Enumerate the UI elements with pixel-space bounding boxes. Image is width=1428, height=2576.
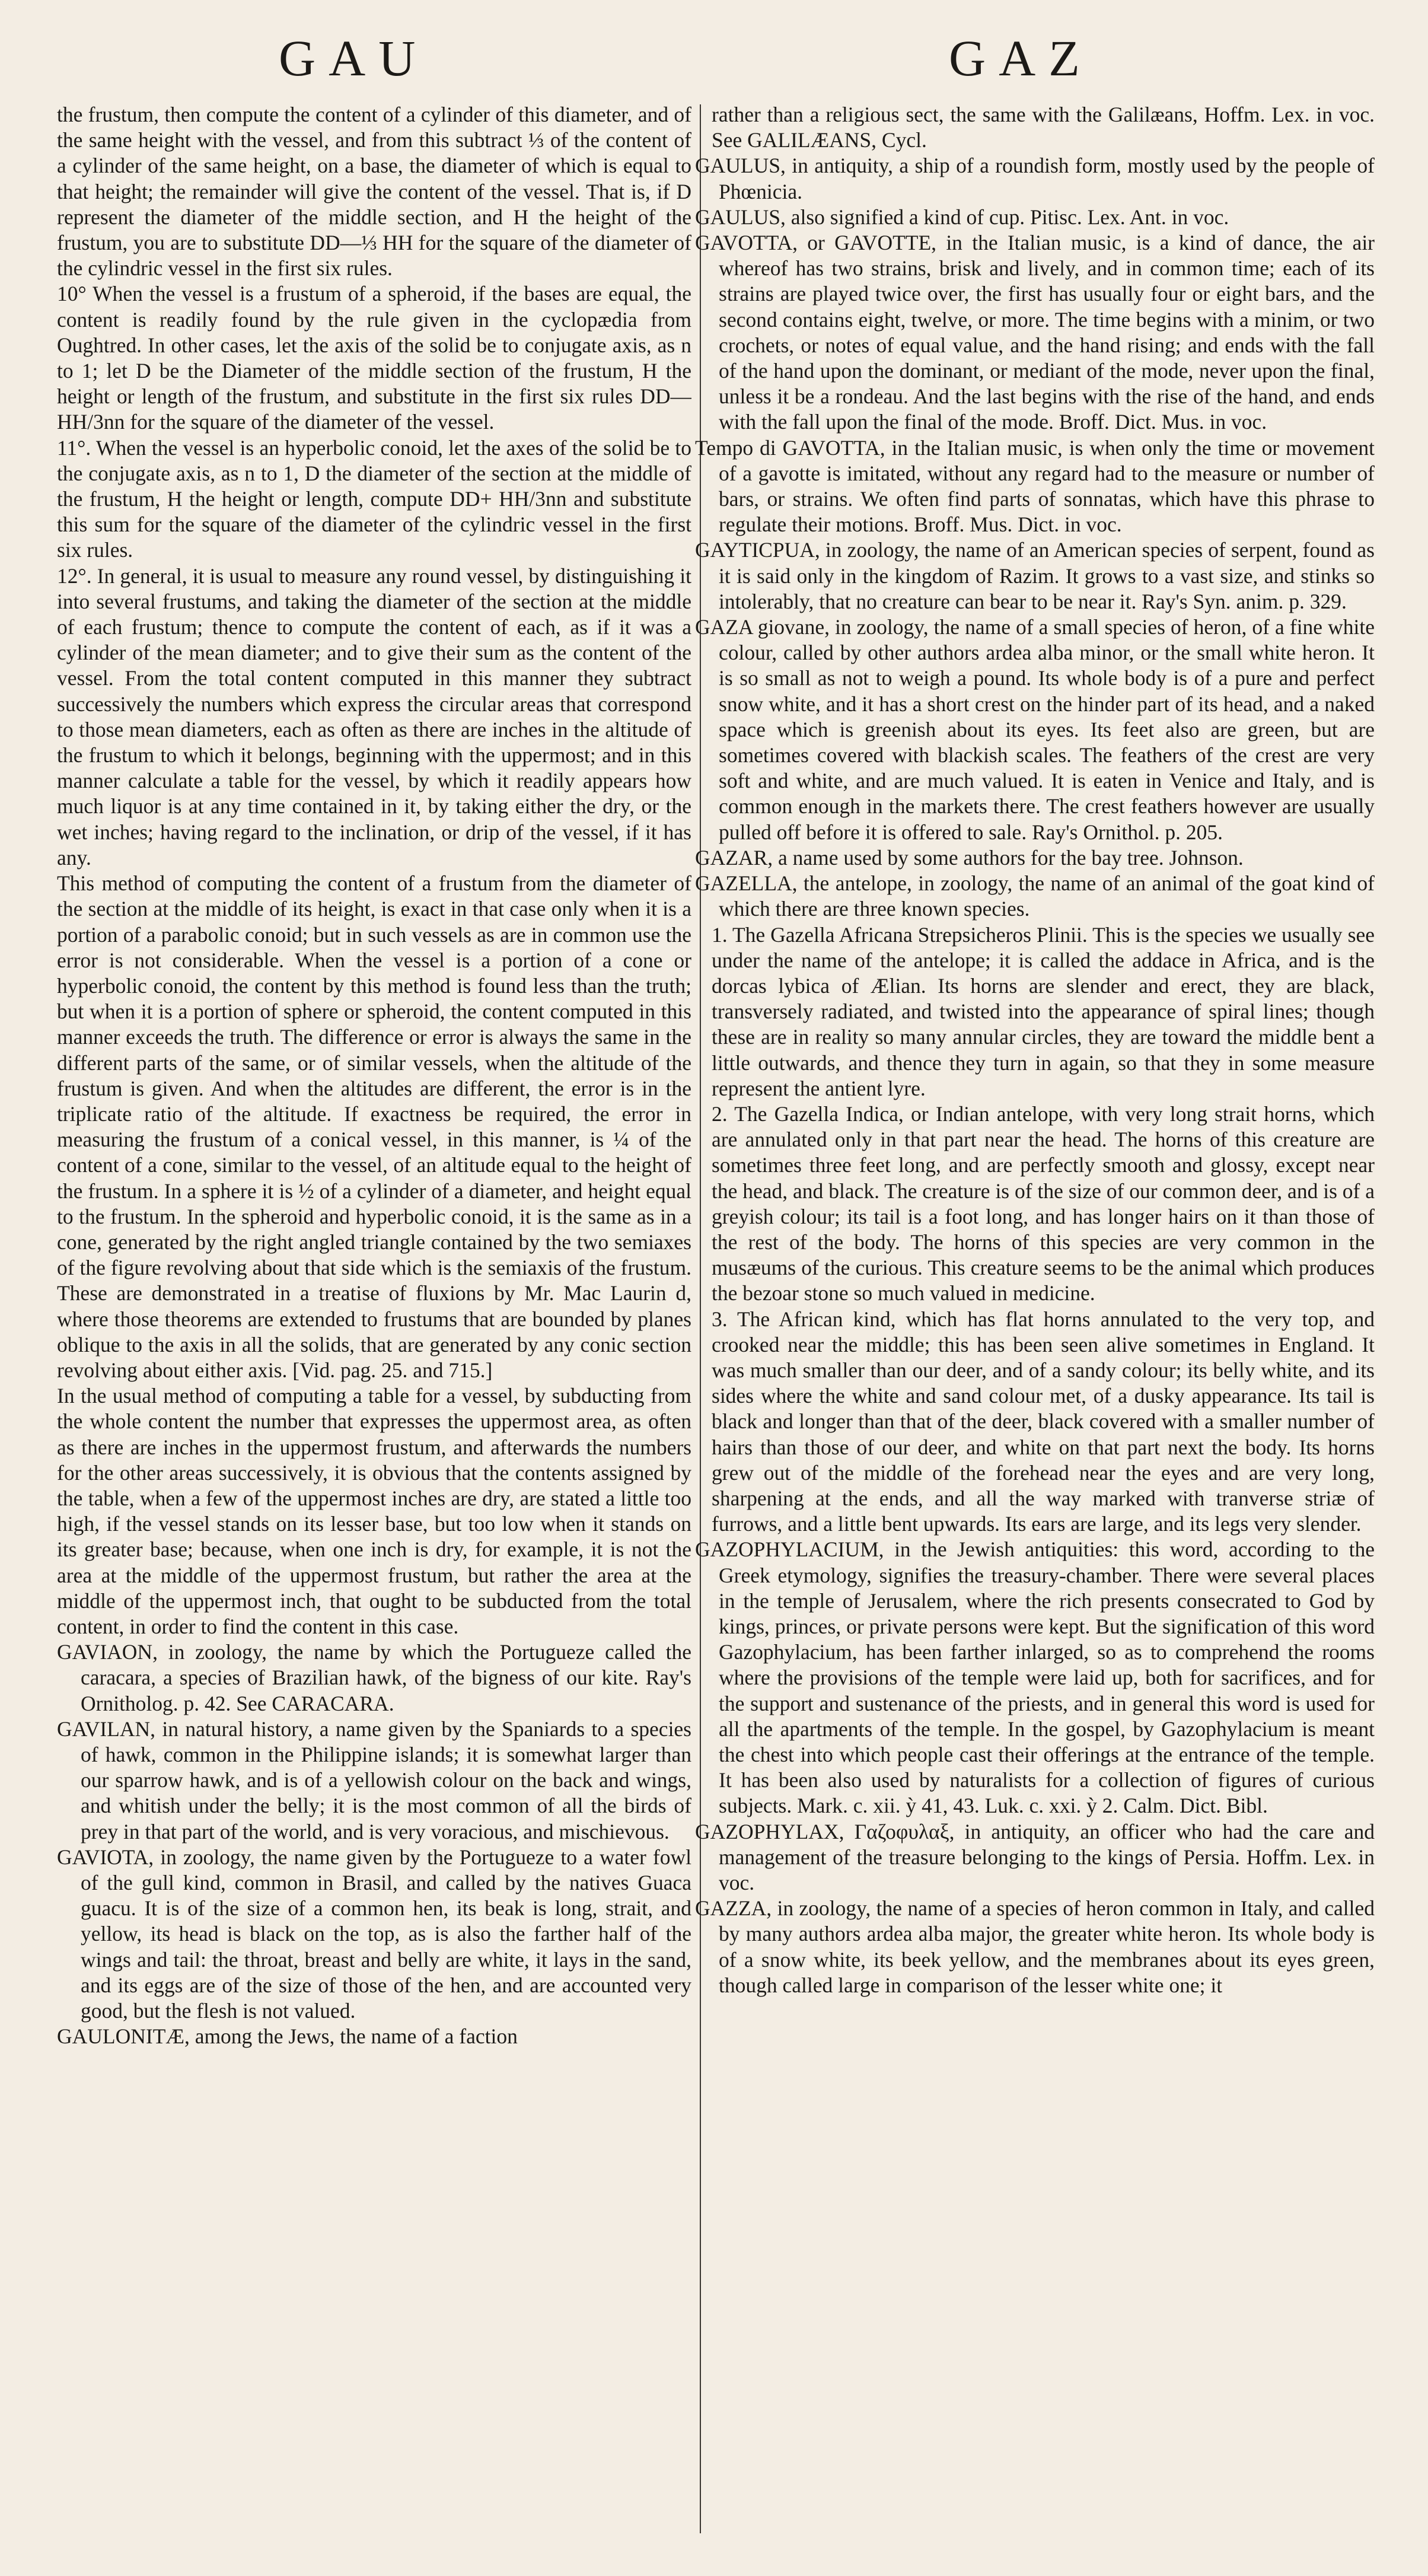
paragraph: rather than a religious sect, the same with the Galilæans, Hoffm. Lex. in voc. See GALILÆANS, Cycl. (712, 103, 1375, 152)
paragraph: 11°. When the vessel is an hyperbolic conoid, let the axes of the solid be to the conjugate axis, as n to 1, D the diameter of the section at the middle of the frustum, H the height or length, compute DD+ HH/3nn and substitute this sum for the square of the diameter of the cylindric vessel in the first six rules. (57, 435, 691, 562)
paragraph: 1. The Gazella Africana Strepsicheros Plinii. This is the species we usually see under the name of the antelope; it is called the addace in Africa, and is the dorcas lybica of Ælian. Its horns are slender and erect, they are black, transversely radiated, and twisted into the appearance of spiral lines; though these are in reality so many annular circles, they are toward the middle bent a little outwards, and thence they turn in again, so that they in some measure represent the antient lyre. (712, 922, 1375, 1100)
running-head-left: GAU (279, 30, 429, 87)
running-head (0, 28, 1428, 100)
paragraph: the frustum, then compute the content of a cylinder of this diameter, and of the same height with the vessel, and from this subtract ⅓ of the content of a cylinder of the same height, on a base, the diameter of which is equal to that height; the remainder will give the content of the vessel. That is, if D represent the diameter of the middle section, and H the height of the frustum, you are to substitute DD—⅓ HH for the square of the diameter of the cylindric vessel in the first six rules. (57, 103, 691, 281)
paragraph: 12°. In general, it is usual to measure any round vessel, by distinguishing it into several frustums, and taking the diameter of the section at the middle of each frustum; thence to compute the content of each, as if it was a cylinder of the mean diameter; and to give their sum as the content of the vessel. From the total content computed in this manner they subtract successively the numbers which express the circular areas that correspond to those mean diameters, each as often as there are inches in the altitude of the frustum to which it belongs, beginning with the uppermost; and in this manner calculate a table for the vessel, by which it readily appears how much liquor is at any time contained in it, by taking either the dry, or the wet inches; having regard to the inclination, or drip of the vessel, if it has any. (57, 563, 691, 870)
entry-gazophylax: GAZOPHYLAX, Γαζοφυλαξ, in antiquity, an officer who had the care and management of the treasure belonging to the kings of Persia. Hoffm. Lex. in voc. (695, 1819, 1375, 1895)
entry-gaulus: GAULUS, in antiquity, a ship of a roundish form, mostly used by the people of Phœnicia. (695, 154, 1375, 203)
entry-gazophylacium: GAZOPHYLACIUM, in the Jewish antiquities: this word, according to the Greek etymology, signifies the treasury-chamber. There were several places in the temple of Jerusalem, where the rich presents consecrated to God by kings, princes, or private persons were kept. But the signification of this word Gazophylacium, has been farther inlarged, so as to comprehend the rooms where the provisions of the temple were laid up, both for sacrifices, and for the support and sustenance of the priests, and in general this word is used for all the apartments of the temple. In the gospel, by Gazophylacium is meant the chest into which people cast their offerings at the entrance of the temple. It has been also used by naturalists for a collection of figures of curious subjects. Mark. c. xii. ỳ 41, 43. Luk. c. xxi. ỳ 2. Calm. Dict. Bibl. (695, 1537, 1375, 1818)
left-column (57, 102, 691, 2540)
paragraph: 2. The Gazella Indica, or Indian antelope, with very long strait horns, which are annulated only in that part near the head. The horns of this creature are sometimes three feet long, and are perfectly smooth and glossy, except near the head, and black. The creature is of the size of our common deer, and is of a greyish colour; its tail is a foot long, and has longer hairs on it than those of the rest of the body. The horns of this species are very common in the musæums of the curious. This creature seems to be the animal which produces the bezoar stone so much valued in medicine. (712, 1101, 1375, 1305)
entry-tempo-di-gavotta: Tempo di GAVOTTA, in the Italian music, is when only the time or movement of a gavotte is imitated, without any regard had to the measure or number of bars, or strains. We often find parts of sonnatas, which have this phrase to regulate their motions. Broff. Mus. Dict. in voc. (695, 435, 1375, 537)
entry-gazella: GAZELLA, the antelope, in zoology, the name of an animal of the goat kind of which there are three known species. (695, 871, 1375, 921)
entry-gavotta: GAVOTTA, or GAVOTTE, in the Italian music, is a kind of dance, the air whereof has two strains, brisk and lively, and in common time; each of its strains are played twice over, the first has usually four or eight bars, and the second contains eight, twelve, or more. The time begins with a minim, or two crochets, or notes of equal value, and the hand rising; and ends with the fall of the hand upon the dominant, or mediant of the mode, never upon the final, unless it be a rondeau. And the last begins with the rise of the hand, and ends with the fall upon the final of the mode. Broff. Dict. Mus. in voc. (695, 231, 1375, 434)
running-head-right: GAZ (949, 30, 1093, 87)
entry-gaulus-cup: GAULUS, also signified a kind of cup. Pitisc. Lex. Ant. in voc. (695, 205, 1229, 229)
right-column (695, 102, 1375, 2540)
entry-gayticpua: GAYTICPUA, in zoology, the name of an American species of serpent, found as it is said only in the kingdom of Razim. It grows to a vast size, and stinks so intolerably, that no creature can bear to be near it. Ray's Syn. anim. p. 329. (695, 538, 1375, 613)
entry-gaulonitae: GAULONITÆ, among the Jews, the name of a faction (57, 2024, 518, 2049)
entry-gazza: GAZZA, in zoology, the name of a species of heron common in Italy, and called by many authors ardea alba major, the greater white heron. Its whole body is of a snow white, its beek yellow, and the membranes about its eyes green, though called large in comparison of the lesser white one; it (695, 1896, 1375, 1997)
entry-gazar: GAZAR, a name used by some authors for the bay tree. Johnson. (695, 845, 1244, 870)
entry-gavilan: GAVILAN, in natural history, a name given by the Spaniards to a species of hawk, common in the Philippine islands; it is somewhat larger than our sparrow hawk, and is of a yellowish colour on the back and wings, and whitish under the belly; it is the most common of all the birds of prey in that part of the world, and is very voracious, and mischievous. (57, 1717, 691, 1843)
entry-gaviota: GAVIOTA, in zoology, the name given by the Portugueze to a water fowl of the gull kind, common in Brasil, and called by the natives Guaca guacu. It is of the size of a common hen, its beak is long, strait, and yellow, its head is black on the top, as is also the farther half of the wings and tail: the throat, breast and belly are white, it lays in the sand, and its eggs are of the size of those of the hen, and are accounted very good, but the flesh is not valued. (57, 1845, 691, 2023)
paragraph: 10° When the vessel is a frustum of a spheroid, if the bases are equal, the content is readily found by the rule given in the cyclopædia from Oughtred. In other cases, let the axis of the solid be to conjugate axis, as n to 1; let D be the Diameter of the middle section of the frustum, H the height or length of the frustum, and substitute in the first six rules DD—HH/3nn for the square of the diameter of the vessel. (57, 282, 691, 434)
entry-gaza-giovane: GAZA giovane, in zoology, the name of a small species of heron, of a fine white colour, called by other authors ardea alba minor, or the small white heron. It is so small as not to weigh a pound. Its whole body is of a pure and perfect snow white, and it has a short crest on the hinder part of its head, and a naked space which is greenish about its eyes. Its feet also are green, but are sometimes covered with blackish scales. The feathers of the crest are very soft and white, and are much valued. It is eaten in Venice and Italy, and is common enough in the markets there. The crest feathers however are usually pulled off before it is offered to sale. Ray's Ornithol. p. 205. (695, 615, 1375, 844)
paragraph: This method of computing the content of a frustum from the diameter of the section at the middle of its height, is exact in that case only when it is a portion of a parabolic conoid; but in such vessels as are in common use the error is not considerable. When the vessel is a portion of a cone or hyperbolic conoid, the content by this method is found less than the truth; but when it is a portion of sphere or spheroid, the content computed in this manner exceeds the truth. The difference or error is always the same in the different parts of the same, or of similar vessels, when the altitude of the frustum is given. And when the altitudes are different, the error is in the triplicate ratio of the altitude. If exactness be required, the error in measuring the frustum of a conical vessel, in this manner, is ¼ of the content of a cone, similar to the vessel, of an altitude equal to the height of the frustum. In a sphere it is ½ of a cylinder of a diameter, and height equal to the frustum. In the spheroid and hyperbolic conoid, it is the same as in a cone, generated by the right angled triangle contained by the two semiaxes of the figure revolving about that side which is the semiaxis of the frustum. These are demonstrated in a treatise of fluxions by Mr. Mac Laurin d, where those theorems are extended to frustums that are bounded by planes oblique to the axis in all the solids, that are generated by any conic section revolving about either axis. [Vid. pag. 25. and 715.] (57, 871, 691, 1382)
paragraph: 3. The African kind, which has flat horns annulated to the very top, and crooked near the middle; this has been seen alive sometimes in England. It was much smaller than our deer, and of a sandy colour; its belly white, and its sides where the white and sand colour met, of a dusky appearance. Its tail is black and longer than that of the deer, black covered with a smaller number of hairs than those of our deer, and white on that part next the body. Its horns grew out of the middle of the forehead near the eyes and are very long, sharpening at the ends, and all the way marked with tranverse striæ of furrows, and a little bent upwards. Its ears are large, and its legs very slender. (712, 1307, 1375, 1536)
paragraph: In the usual method of computing a table for a vessel, by subducting from the whole content the number that expresses the uppermost area, as often as there are inches in the uppermost frustum, and afterwards the numbers for the other areas successively, it is obvious that the contents assigned by the table, when a few of the uppermost inches are dry, are stated a little too high, if the vessel stands on its lesser base, but too low when it stands on its greater base; because, when one inch is dry, for example, it is not the area at the middle of the uppermost frustum, but rather the area at the middle of the uppermost inch, that ought to be subducted from the total content, in order to find the content in this case. (57, 1384, 691, 1638)
entry-gaviaon: GAVIAON, in zoology, the name by which the Portugueze called the caracara, a species of Brazilian hawk, of the bigness of our kite. Ray's Ornitholog. p. 42. See CARACARA. (57, 1640, 691, 1715)
